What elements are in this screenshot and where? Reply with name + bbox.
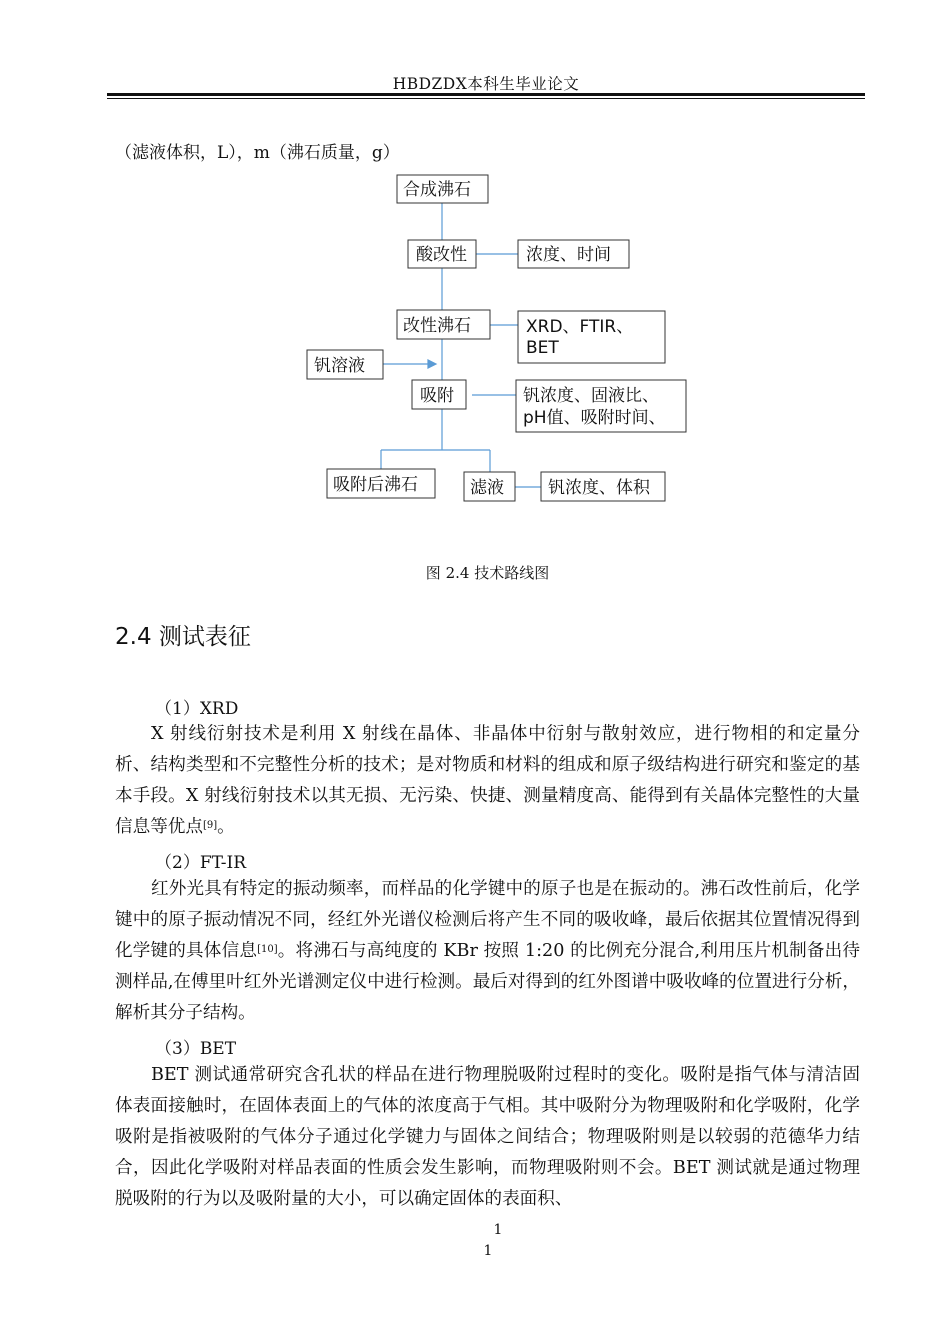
ftir-heading: （2）FT-IR: [155, 853, 247, 873]
label-acid-modify: 酸改性: [416, 245, 467, 265]
section-title: 2.4 测试表征: [115, 624, 251, 650]
xrd-paragraph: [115, 719, 860, 843]
ftir-text-2: 。将沸石与高纯度的 KBr 按照 1:20 的比例充分混合,利用压片机制备出待测样品,在傅里叶红外光谱测定仪中进行检测。最后对得到的红外图谱中吸收峰的位置进行分析，解析其分子结构。: [115, 941, 860, 1023]
label-synth-zeolite: 合成沸石: [403, 180, 471, 200]
xrd-citation: [9]: [202, 820, 218, 831]
bet-text: BET 测试通常研究含孔状的样品在进行物理脱吸附过程时的变化。吸附是指气体与清洁固体表面接触时，在固体表面上的气体的浓度高于气相。其中吸附分为物理吸附和化学吸附，化学吸附是指被吸附的气体分子通过化学键力与固体之间结合；物理吸附则是以较弱的范德华力结合，因此化学吸附对样品表面的性质会发生影响，而物理吸附则不会。BET 测试就是通过物理脱吸附的行为以及吸附量的大小，可以确定固体的表面积、: [115, 1065, 860, 1209]
intro-line: （滤液体积，L），m（沸石质量，g）: [115, 143, 400, 163]
xrd-text: X 射线衍射技术是利用 X 射线在晶体、非晶体中衍射与散射效应，进行物相的和定量分析、结构类型和不完整性分析的技术；是对物质和材料的组成和原子级结构进行研究和鉴定的基本手段。X 射线衍射技术以其无损、无污染、快捷、测量精度高、能得到有关晶体完整性的大量信息等优点: [115, 724, 860, 837]
page-header: HBDZDX本科生毕业论文: [392, 75, 580, 93]
technical-route-flowchart: [0, 0, 950, 560]
label-adsorption-params-2: pH值、吸附时间、: [523, 408, 666, 428]
ftir-text-1: 红外光具有特定的振动频率，而样品的化学键中的原子也是在振动的。沸石改性前后，化学键中的原子振动情况不同，经红外光谱仪检测后将产生不同的吸收峰，最后依据其位置情况得到化学键的具体信息: [115, 879, 860, 961]
label-after-zeolite: 吸附后沸石: [333, 475, 418, 495]
xrd-heading: （1）XRD: [155, 699, 239, 719]
label-modified-zeolite: 改性沸石: [403, 316, 471, 336]
label-filtrate-params: 钒浓度、体积: [548, 478, 650, 498]
label-adsorption: 吸附: [420, 386, 454, 406]
figure-caption: 图 2.4 技术路线图: [425, 564, 550, 582]
arrow-head: [428, 360, 436, 368]
ftir-paragraph: [115, 874, 860, 1029]
label-characterization-1: XRD、FTIR、: [526, 317, 634, 337]
ftir-citation: [10]: [257, 944, 278, 955]
label-characterization-2: BET: [526, 338, 559, 358]
page-number-footer: 1: [483, 1243, 493, 1259]
label-adsorption-params-1: 钒浓度、固液比、: [523, 386, 659, 406]
page-number: 1: [493, 1222, 503, 1238]
bet-heading: （3）BET: [155, 1039, 237, 1059]
label-v-solution: 钒溶液: [314, 356, 365, 376]
bet-paragraph: [115, 1060, 860, 1215]
label-acid-params: 浓度、时间: [526, 245, 611, 265]
label-filtrate: 滤液: [470, 478, 504, 498]
xrd-end: 。: [217, 817, 235, 837]
